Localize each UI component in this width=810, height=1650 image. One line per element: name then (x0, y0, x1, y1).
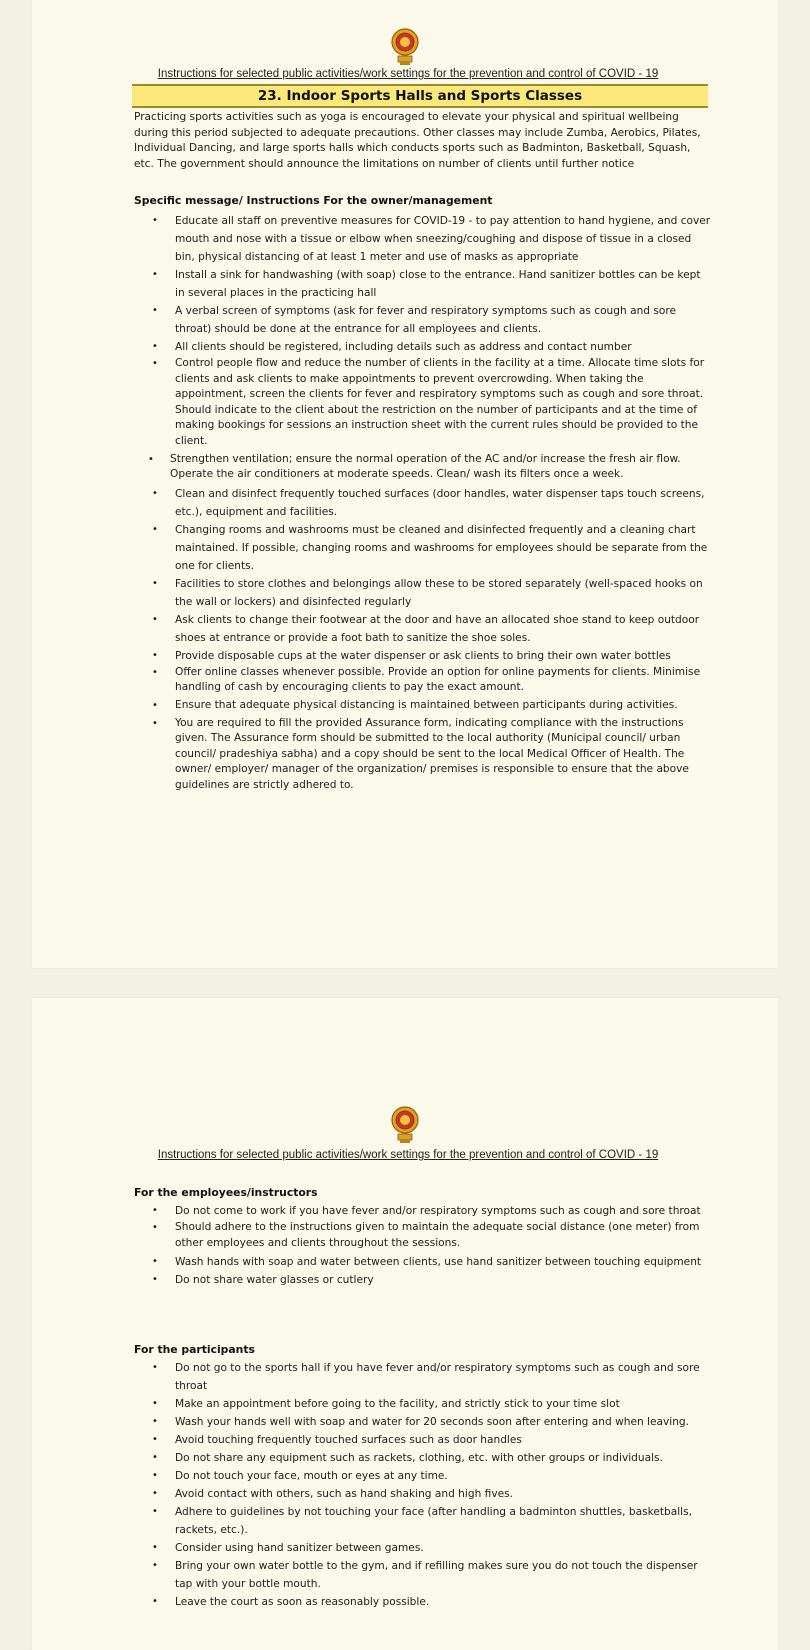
document-header-line: Instructions for selected public activities/work settings for the prevention and control of COVID - 19 (157, 1149, 659, 1161)
list-item: • Provide disposable cups at the water dispenser or ask clients to bring their own water bottles (134, 647, 712, 665)
national-emblem-icon (390, 26, 420, 66)
employees-instructions-list (134, 1202, 712, 1289)
participants-instructions-list (134, 1359, 712, 1611)
list-item: • Should adhere to the instructions given to maintain the adequate social distance (one meter) from other employees and clients throughout the sessions. (134, 1220, 712, 1251)
list-item: • Strengthen ventilation; ensure the normal operation of the AC and/or increase the fresh air flow. Operate the air conditioners at moderate speeds. Clean/ wash its filters once a week. (134, 452, 712, 483)
list-item: • Avoid contact with others, such as hand shaking and high fives. (134, 1485, 712, 1503)
list-item: • Do not go to the sports hall if you have fever and/or respiratory symptoms such as cough and sore throat (134, 1359, 712, 1395)
list-item: • Control people flow and reduce the number of clients in the facility at a time. Allocate time slots for clients and ask clients to make appointments to prevent overcrowding. When taking the appointment, screen the clients for fever and respiratory symptoms such as cough and sore throat. Should indicate to the client about the restriction on the number of participants and at the time of making bookings for sessions an instruction sheet with the current rules should be provided to the client. (134, 356, 712, 450)
list-item: • Install a sink for handwashing (with soap) close to the entrance. Hand sanitizer bottles can be kept in several places in the practicing hall (134, 266, 712, 302)
list-item: • Wash your hands well with soap and water for 20 seconds soon after entering and when leaving. (134, 1413, 712, 1431)
list-item: • Clean and disinfect frequently touched surfaces (door handles, water dispenser taps touch screens, etc.), equipment and facilities. (134, 485, 712, 521)
section-title: 23. Indoor Sports Halls and Sports Classes (132, 84, 708, 108)
list-item: • Do not share any equipment such as rackets, clothing, etc. with other groups or individuals. (134, 1449, 712, 1467)
document-page-1 (32, 0, 778, 968)
list-item: • All clients should be registered, including details such as address and contact number (134, 338, 712, 356)
employees-section-heading: For the employees/instructors (134, 1186, 318, 1199)
list-item: • Make an appointment before going to the facility, and strictly stick to your time slot (134, 1395, 712, 1413)
list-item: • Do not touch your face, mouth or eyes at any time. (134, 1467, 712, 1485)
intro-paragraph: Practicing sports activities such as yoga is encouraged to elevate your physical and spiritual wellbeing during this period subjected to adequate precautions. Other classes may include Zumba, Aerobics, Pilates, Individual Dancing, and large sports halls which conducts sports such as Badminton, Basketball, Squash, etc. The government should announce the limitations on number of clients until further notice (134, 111, 701, 170)
list-item: • Avoid touching frequently touched surfaces such as door handles (134, 1431, 712, 1449)
national-emblem-icon (390, 1104, 420, 1144)
list-item: • Facilities to store clothes and belongings allow these to be stored separately (well-spaced hooks on the wall or lockers) and disinfected regularly (134, 575, 712, 611)
document-header-line: Instructions for selected public activities/work settings for the prevention and control of COVID - 19 (157, 68, 659, 80)
list-item: • A verbal screen of symptoms (ask for fever and respiratory symptoms such as cough and sore throat) should be done at the entrance for all employees and clients. (134, 302, 712, 338)
list-item: • Ask clients to change their footwear at the door and have an allocated shoe stand to keep outdoor shoes at entrance or provide a foot bath to sanitize the shoe soles. (134, 611, 712, 647)
list-item: • You are required to fill the provided Assurance form, indicating compliance with the instructions given. The Assurance form should be submitted to the local authority (Municipal council/ urban council/ pradeshiya sabha) and a copy should be sent to the local Medical Officer of Health. The owner/ employer/ manager of the organization/ premises is responsible to ensure that the above guidelines are strictly adhered to. (134, 716, 712, 794)
list-item: • Offer online classes whenever possible. Provide an option for online payments for clients. Minimise handling of cash by encouraging clients to pay the exact amount. (134, 665, 712, 696)
list-item: • Do not come to work if you have fever and/or respiratory symptoms such as cough and sore throat (134, 1202, 712, 1220)
list-item: • Adhere to guidelines by not touching your face (after handling a badminton shuttles, basketballs, rackets, etc.). (134, 1503, 712, 1539)
list-item: • Leave the court as soon as reasonably possible. (134, 1593, 712, 1611)
owner-instructions-list (134, 212, 712, 796)
document-page-2 (32, 998, 778, 1650)
participants-section-heading: For the participants (134, 1343, 255, 1356)
list-item: • Ensure that adequate physical distancing is maintained between participants during activities. (134, 698, 712, 714)
list-item: • Wash hands with soap and water between clients, use hand sanitizer between touching equipment (134, 1253, 712, 1271)
list-item: • Consider using hand sanitizer between games. (134, 1539, 712, 1557)
list-item: • Changing rooms and washrooms must be cleaned and disinfected frequently and a cleaning chart maintained. If possible, changing rooms and washrooms for employees should be separate from the one for clients. (134, 521, 712, 575)
list-item: • Bring your own water bottle to the gym, and if refilling makes sure you do not touch the dispenser tap with your bottle mouth. (134, 1557, 712, 1593)
owner-section-heading: Specific message/ Instructions For the owner/management (134, 194, 493, 207)
list-item: • Do not share water glasses or cutlery (134, 1271, 712, 1289)
list-item: • Educate all staff on preventive measures for COVID-19 - to pay attention to hand hygiene, and cover mouth and nose with a tissue or elbow when sneezing/coughing and dispose of tissue in a closed bin, physical distancing of at least 1 meter and use of masks as appropriate (134, 212, 712, 266)
